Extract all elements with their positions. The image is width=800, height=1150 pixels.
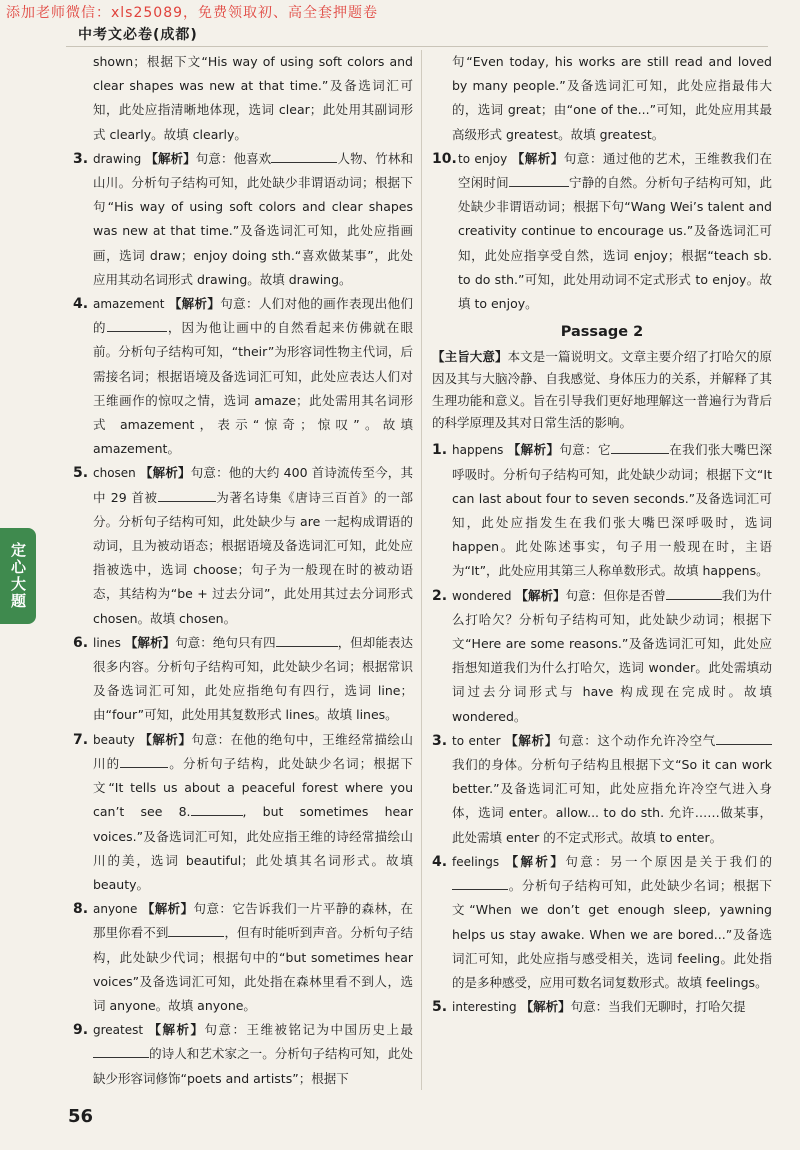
left-intro: shown；根据下文“His way of using soft colors and clear shapes was new at that time.”及备选词汇可知，此处应指清晰地体现，选词 clear；此处用其副词形式 clearly。故填 clearly。 [93,54,413,142]
analysis-text: 句意：在他的绝句中，王维经常描绘山川的 [93,731,413,771]
analysis-text: 句意：通过他的艺术，王维教我们在空闲时间 [458,150,772,191]
analysis-text: 我们为什么打哈欠？分析句子结构可知，此处缺少动词；根据下文“Here are some reasons.”及备选词汇可知，此处应指想知道我们为什么打哈欠，选词 wonder。此处需填动词过去分词形式与 have 构成现在完成时。故填 wondered。 [452,587,772,724]
analysis-tag: 【解析】 [124,634,176,650]
fill-blank [120,753,168,768]
passage-summary [432,346,772,434]
answer-item-4 [73,292,413,461]
analysis-text: 。分析句子结构，此处缺少名词；根据下文“It tells us about a peaceful forest where you can’t see 8. [93,755,413,820]
fill-blank [276,632,338,647]
item-number: 3. [73,150,89,167]
fill-blank [509,172,569,187]
answer-word: drawing [93,151,142,166]
analysis-tag: 【解析】 [507,442,560,458]
answer-word: greatest [93,1023,144,1038]
answer-item-5 [73,461,413,630]
header-rule [66,46,768,47]
fill-blank [666,585,722,600]
answer-item-p2-5 [432,995,772,1019]
answer-item-p2-3 [432,729,772,850]
answer-word: feelings [452,854,500,869]
analysis-text: 句意：他喜欢 [195,150,272,166]
analysis-text: 我们的身体。分析句子结构且根据下文“So it can work better.”及备选词汇可知，此处应指允许冷空气进入身体，选词 enter。allow... to do sth. 允许……做某事，此处需填 enter 的不定式形式。故填 to enter。 [452,757,772,845]
item-number: 10. [432,150,457,167]
answer-item-6 [73,631,413,728]
answer-item-p2-4 [432,850,772,995]
fill-blank [93,1043,149,1058]
analysis-tag: 【解析】 [145,150,196,166]
analysis-tag: 【解析】 [148,1022,205,1038]
passage-title: Passage 2 [560,324,644,341]
analysis-tag: 【解析】 [505,853,566,869]
answer-item-p2-2 [432,584,772,729]
analysis-text: 。分析句子结构可知，此处缺少名词；根据下文“When we don’t get enough sleep, yawning helps us stay awake. When we are bored...”及备选词汇可知，此处应指与感受相关，选词 feeling。此处指的是多种感受，应用可数名词复数形式。故填 feelings。 [452,878,772,990]
analysis-text: 句意：他的大约 400 首诗流传至今，其中 29 首被 [93,465,413,505]
item-number: 9. [73,1022,89,1039]
analysis-text: ，但却能表达很多内容。分析句子结构可知，此处缺少名词；根据常识及备选词汇可知，此处应指绝句有四行，选词 line；由“four”可知，此处用其复数形式 lines。故填 lines。 [93,634,413,723]
item-number: 4. [432,853,448,870]
item-number: 4. [73,296,89,313]
page-number: 56 [68,1106,94,1127]
fill-blank [168,922,224,937]
analysis-text: 句意：它告诉我们一片平静的森林，在那里你看不到 [93,901,413,941]
item-number: 3. [432,732,448,749]
answer-item-p2-1 [432,438,772,583]
answer-word: chosen [93,466,136,481]
answer-word: amazement [93,297,165,312]
item-number: 2. [432,587,448,604]
item-number: 1. [432,442,448,459]
analysis-tag: 【解析】 [505,732,558,748]
analysis-text: 句意：当我们无聊时，打哈欠提 [570,999,746,1015]
answer-word: happens [452,443,504,458]
analysis-tag: 【解析】 [511,150,564,166]
analysis-text: 在我们张大嘴巴深呼吸时。分析句子结构可知，此处缺少动词；根据下文“It can last about four to seven seconds.”及备选词汇可知，此处应指发生在我们张大嘴巴深呼吸时，选词 happen。此处陈述事实，句子用一般现在时，主语为“It”，此处应用其第三人称单数形式。故填 happens。 [452,442,772,579]
analysis-text: 句意：但你是否曾 [565,587,666,603]
item-number: 5. [73,465,89,482]
summary-tag: 【主旨大意】 [432,349,508,365]
answer-word: lines [93,635,121,650]
fill-blank [191,801,243,816]
left-column [73,50,413,1091]
fill-blank [107,317,167,332]
analysis-text: 句意：绝句只有四 [175,634,276,650]
analysis-text: 句意：这个动作允许冷空气 [557,732,716,748]
fill-blank [158,487,216,502]
analysis-tag: 【解析】 [515,587,566,603]
item-number: 6. [73,634,89,651]
item-number: 5. [432,999,448,1016]
answer-word: interesting [452,1000,517,1015]
analysis-tag: 【解析】 [139,731,192,747]
right-intro: 句“Even today, his works are still read and loved by many people.”及备选词汇可知，此处应指最伟大的，选词 great；由“one of the...”可知，此处应用其最高级形式 greatest。故填 greatest。 [452,54,772,142]
answer-word: to enter [452,733,501,748]
answer-word: anyone [93,902,138,917]
column-divider [421,50,422,1090]
right-column [432,50,772,1019]
analysis-text: 宁静的自然。分析句子结构可知，此处缺少非谓语动词；根据下句“Wang Wei’s talent and creativity continue to encourage us.”及备选词汇可知，此处应指享受自然，选词 enjoy；根据“teach sb. to do sth.”可知，此处用动词不定式形式 to enjoy。故填 to enjoy。 [458,175,772,312]
answer-word: wondered [452,588,512,603]
analysis-text: 人物、竹林和山川。分析句子结构可知，此处缺少非谓语动词；根据下句“His way of using soft colors and clear shapes was new at that time.”及备选词汇可知，此处应指画画，选词 draw；enjoy doing sth.“喜欢做某事”，此处应用其动名词形式 drawing。故填 drawing。 [93,150,413,287]
answer-item-3 [73,147,413,292]
analysis-tag: 【解析】 [141,901,194,917]
analysis-text: 的诗人和艺术家之一。分析句子结构可知，此处缺少形容词修饰“poets and artists”；根据下 [93,1046,413,1086]
analysis-text: 句意：它 [559,442,611,458]
fill-blank [611,439,669,454]
analysis-tag: 【解析】 [139,465,191,481]
fill-blank [716,730,772,745]
analysis-text: 为著名诗集《唐诗三百首》的一部分。分析句子结构可知，此处缺少与 are 一起构成谓语的动词，且为被动语态；根据语境及备选词汇可知，此处应指被选中，选词 choose；句子为一般现在时的被动语态，其结构为“be + 过去分词”，此处用其过去分词形式 chosen。故填 chosen。 [93,489,413,626]
analysis-text: , but sometimes hear voices.”及备选词汇可知，此处应指王维的诗经常描绘山川的美，选词 beautiful；此处填其名词形式。故填 beauty。 [93,804,413,892]
analysis-text: 句意：王维被铭记为中国历史上最 [204,1022,413,1038]
answer-word: to enjoy [458,151,508,166]
answer-item-8 [73,897,413,1018]
item-number: 7. [73,731,89,748]
analysis-text: 句意：另一个原因是关于我们的 [565,853,772,869]
summary-text: 本文是一篇说明文。文章主要介绍了打哈欠的原因及其与大脑冷静、自我感觉、身体压力的关系，并解释了其生理功能和意义。旨在引导我们更好地理解这一普遍行为背后的科学原理及其对日常生活的影响。 [432,349,772,431]
analysis-text: ，但有时能听到声音。分析句子结构，此处缺少代词；根据句中的“but sometimes hear voices”及备选词汇可知，此处指在森林里看不到人，选词 anyone。故填 anyone。 [93,925,413,1013]
answer-item-7 [73,728,413,897]
analysis-text: 句意：人们对他的画作表现出他们的 [93,296,413,336]
answer-word: beauty [93,732,135,747]
analysis-text: ，因为他让画中的自然看起来仿佛就在眼前。分析句子结构可知，“their”为形容词性物主代词，后需接名词；根据语境及备选词汇可知，此处应表达人们对王维画作的惊叹之情，选词 amaze；此处需用其名词形式 amazement，表示“惊奇；惊叹”。故填 amazement。 [93,320,413,457]
side-tab: 定心大题 [0,528,36,624]
answer-item-10 [432,147,772,316]
watermark-text: 添加老师微信：xls25089，免费领取初、高全套押题卷 [6,5,379,21]
page-header: 中考文必卷(成都) [78,27,198,43]
analysis-tag: 【解析】 [168,296,221,312]
fill-blank [271,148,337,163]
item-number: 8. [73,901,89,918]
fill-blank [452,875,508,890]
analysis-tag: 【解析】 [520,999,571,1015]
answer-item-9 [73,1018,413,1091]
